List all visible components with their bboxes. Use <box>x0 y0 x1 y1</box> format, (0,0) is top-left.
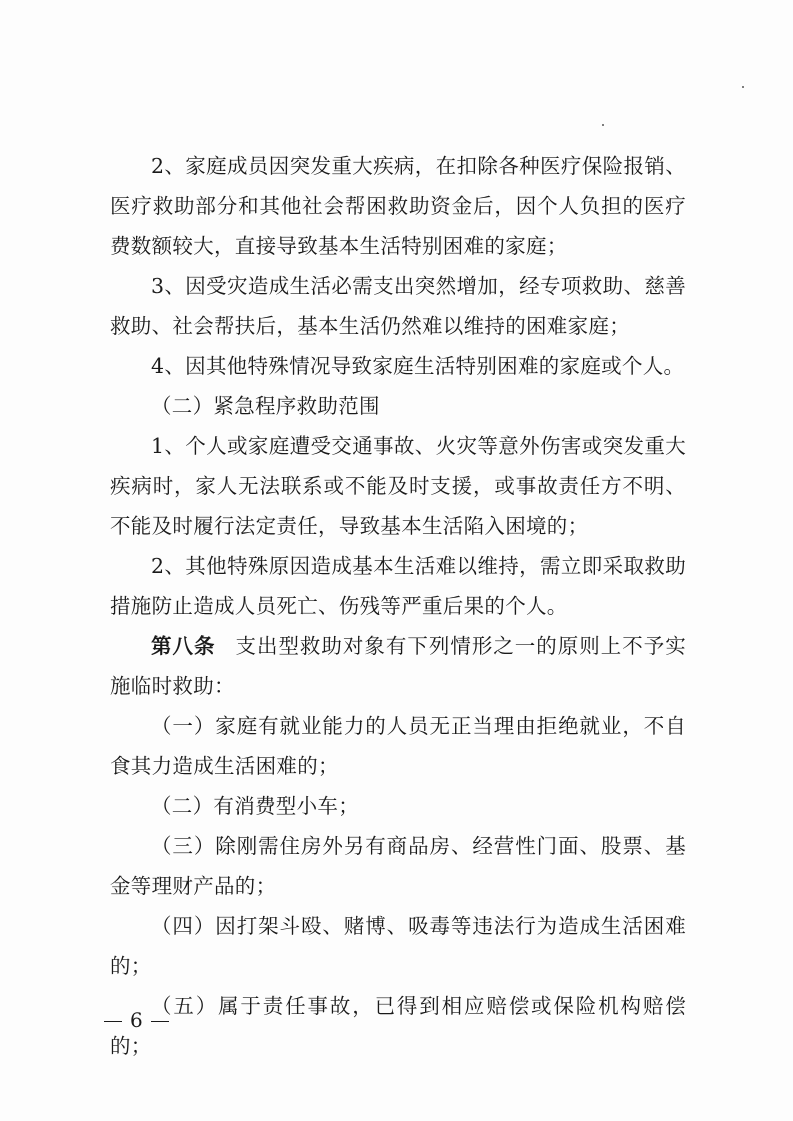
document-body <box>110 146 686 1066</box>
paragraph-other-special: 4、因其他特殊情况导致家庭生活特别困难的家庭或个人。 <box>151 354 685 378</box>
paragraph-accident: 1、个人或家庭遭受交通事故、火灾等意外伤害或突发重大疾病时，家人无法联系或不能及时支援，或事故责任方不明、不能及时履行法定责任，导致基本生活陷入困境的； <box>110 434 686 538</box>
section-heading-emergency: （二）紧急程序救助范围 <box>151 394 380 418</box>
paragraph-other-reasons: 2、其他特殊原因造成基本生活难以维持，需立即采取救助措施防止造成人员死亡、伤残等严重后果的个人。 <box>110 554 686 618</box>
list-item: （二）有消费型小车； <box>151 794 359 818</box>
article-number: 第八条 <box>151 634 216 658</box>
paragraph-disaster: 3、因受灾造成生活必需支出突然增加，经专项救助、慈善救助、社会帮扶后，基本生活仍然难以维持的困难家庭； <box>110 274 686 338</box>
article-text: 支出型救助对象有下列情形之一的原则上不予实施临时救助： <box>110 634 686 698</box>
scan-speck <box>602 124 604 126</box>
page-number <box>104 1008 169 1032</box>
paragraph-family-illness: 2、家庭成员因突发重大疾病，在扣除各种医疗保险报销、医疗救助部分和其他社会帮困救助资金后，因个人负担的医疗费数额较大，直接导致基本生活特别困难的家庭； <box>110 154 686 258</box>
page-number-value: 6 <box>130 1008 143 1032</box>
scan-speck <box>742 86 744 88</box>
dash-right <box>151 1021 169 1022</box>
list-item: （四）因打架斗殴、赌博、吸毒等违法行为造成生活困难的； <box>110 914 686 978</box>
list-item: （五）属于责任事故，已得到相应赔偿或保险机构赔偿的； <box>110 994 686 1058</box>
list-item: （一）家庭有就业能力的人员无正当理由拒绝就业，不自食其力造成生活困难的； <box>110 714 686 778</box>
article-eight <box>110 626 686 706</box>
dash-left <box>104 1021 122 1022</box>
list-item: （三）除刚需住房外另有商品房、经营性门面、股票、基金等理财产品的； <box>110 834 686 898</box>
